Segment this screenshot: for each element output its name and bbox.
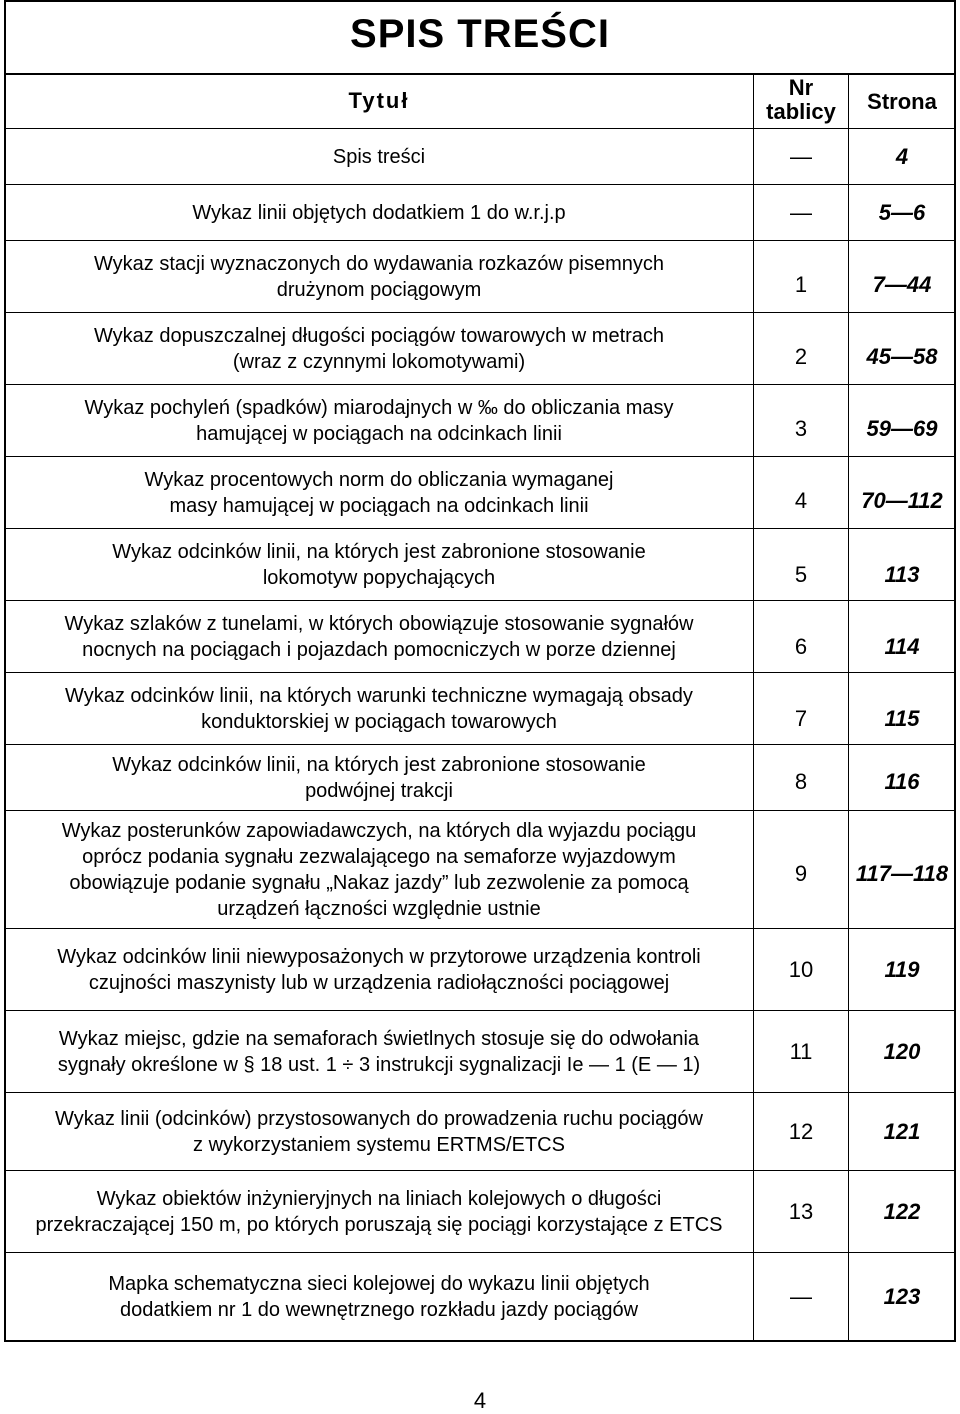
toc-entry-table-number: — — [790, 199, 812, 225]
toc-entry-title: Wykaz stacji wyznaczonych do wydawania rozkazów pisemnych drużynom pociągowym — [93, 252, 665, 301]
toc-entry-page: 113 — [884, 561, 920, 587]
header-title-col: Tytuł — [348, 88, 410, 113]
toc-entry-title: Wykaz posterunków zapowiadawczych, na których dla wyjazdu pociągu oprócz podania sygnału zezwalającego na semaforze wyjazdowym obowiązuje podanie sygnału „Nakaz jazdy” lub zezwolenie za pomocą urządzeń łączności względnie ustnie — [61, 819, 697, 920]
toc-entry-table-number: 5 — [794, 561, 808, 587]
toc-entry-page: 116 — [884, 768, 920, 794]
toc-entry-page: 117—118 — [855, 860, 949, 886]
toc-entry-title: Wykaz odcinków linii niewyposażonych w przytorowe urządzenia kontroli czujności maszynisty lub w urządzenia radiołączności pociągowej — [57, 945, 701, 994]
toc-entry-table-number: 2 — [794, 343, 808, 369]
toc-entry-table-number: 9 — [794, 860, 808, 886]
toc-entry-page: 7—44 — [872, 271, 932, 297]
toc-entry-title: Wykaz procentowych norm do obliczania wymaganej masy hamującej w pociągach na odcinkach linii — [144, 468, 614, 517]
toc-entry-page: 70—112 — [861, 487, 943, 513]
toc-entry-table-number: 11 — [789, 1038, 813, 1064]
toc-entry-title: Wykaz odcinków linii, na których jest zabronione stosowanie podwójnej trakcji — [112, 753, 646, 802]
header-nr-col: Nr tablicy — [766, 75, 836, 124]
toc-entry-title: Wykaz odcinków linii, na których warunki techniczne wymagają obsady konduktorskiej w pociągach towarowych — [65, 684, 693, 733]
toc-entry-table-number: 10 — [788, 956, 814, 982]
toc-entry-table-number: 7 — [794, 705, 808, 731]
toc-entry-table-number: 13 — [788, 1198, 814, 1224]
toc-entry-title: Wykaz miejsc, gdzie na semaforach świetlnych stosuje się do odwołania sygnały określone w § 18 ust. 1 ÷ 3 instrukcji sygnalizacji Ie — 1 (E — 1) — [57, 1027, 701, 1076]
toc-entry-page: 115 — [884, 705, 920, 731]
toc-entry-page: 119 — [884, 956, 920, 982]
toc-entry-page: 122 — [883, 1198, 921, 1224]
toc-entry-page: 45—58 — [866, 343, 938, 369]
toc-entry-page: 5—6 — [878, 199, 926, 225]
toc-entry-title: Wykaz linii objętych dodatkiem 1 do w.r.j.p — [192, 201, 566, 224]
toc-entry-page: 121 — [883, 1118, 921, 1144]
toc-entry-table-number: 3 — [794, 415, 808, 441]
toc-entry-title: Wykaz szlaków z tunelami, w których obowiązuje stosowanie sygnałów nocnych na pociągach i pojazdach pomocniczych w porze dziennej — [64, 612, 694, 661]
page-number: 4 — [473, 1388, 487, 1413]
toc-entry-table-number: 12 — [788, 1118, 814, 1144]
toc-entry-table-number: 1 — [794, 271, 808, 297]
toc-entry-page: 123 — [883, 1283, 921, 1309]
toc-entry-title: Mapka schematyczna sieci kolejowej do wykazu linii objętych dodatkiem nr 1 do wewnętrznego rozkładu jazdy pociągów — [108, 1272, 650, 1321]
toc-entry-table-number: — — [790, 143, 812, 169]
toc-entry-table-number: — — [790, 1283, 812, 1309]
toc-entry-table-number: 4 — [794, 487, 808, 513]
toc-entry-table-number: 8 — [794, 768, 808, 794]
toc-entry-page: 114 — [884, 633, 920, 659]
toc-entry-page: 4 — [895, 143, 909, 169]
toc-entry-title: Wykaz dopuszczalnej długości pociągów towarowych w metrach (wraz z czynnymi lokomotywami) — [93, 324, 665, 373]
toc-entry-page: 120 — [883, 1038, 921, 1064]
toc-entry-table-number: 6 — [794, 633, 808, 659]
toc-entry-title: Wykaz obiektów inżynieryjnych na liniach kolejowych o długości przekraczającej 150 m, po których poruszają się pociągi korzystające z ETCS — [35, 1187, 723, 1236]
toc-entry-title: Spis treści — [332, 145, 426, 168]
toc-entry-title: Wykaz pochyleń (spadków) miarodajnych w ‰ do obliczania masy hamującej w pociągach na odcinkach linii — [84, 396, 674, 445]
toc-entry-page: 59—69 — [866, 415, 938, 441]
page-title: SPIS TREŚCI — [350, 12, 610, 56]
toc-entry-title: Wykaz linii (odcinków) przystosowanych do prowadzenia ruchu pociągów z wykorzystaniem systemu ERTMS/ETCS — [55, 1107, 703, 1156]
header-page-col: Strona — [867, 89, 937, 114]
toc-entry-title: Wykaz odcinków linii, na których jest zabronione stosowanie lokomotyw popychających — [112, 540, 646, 589]
